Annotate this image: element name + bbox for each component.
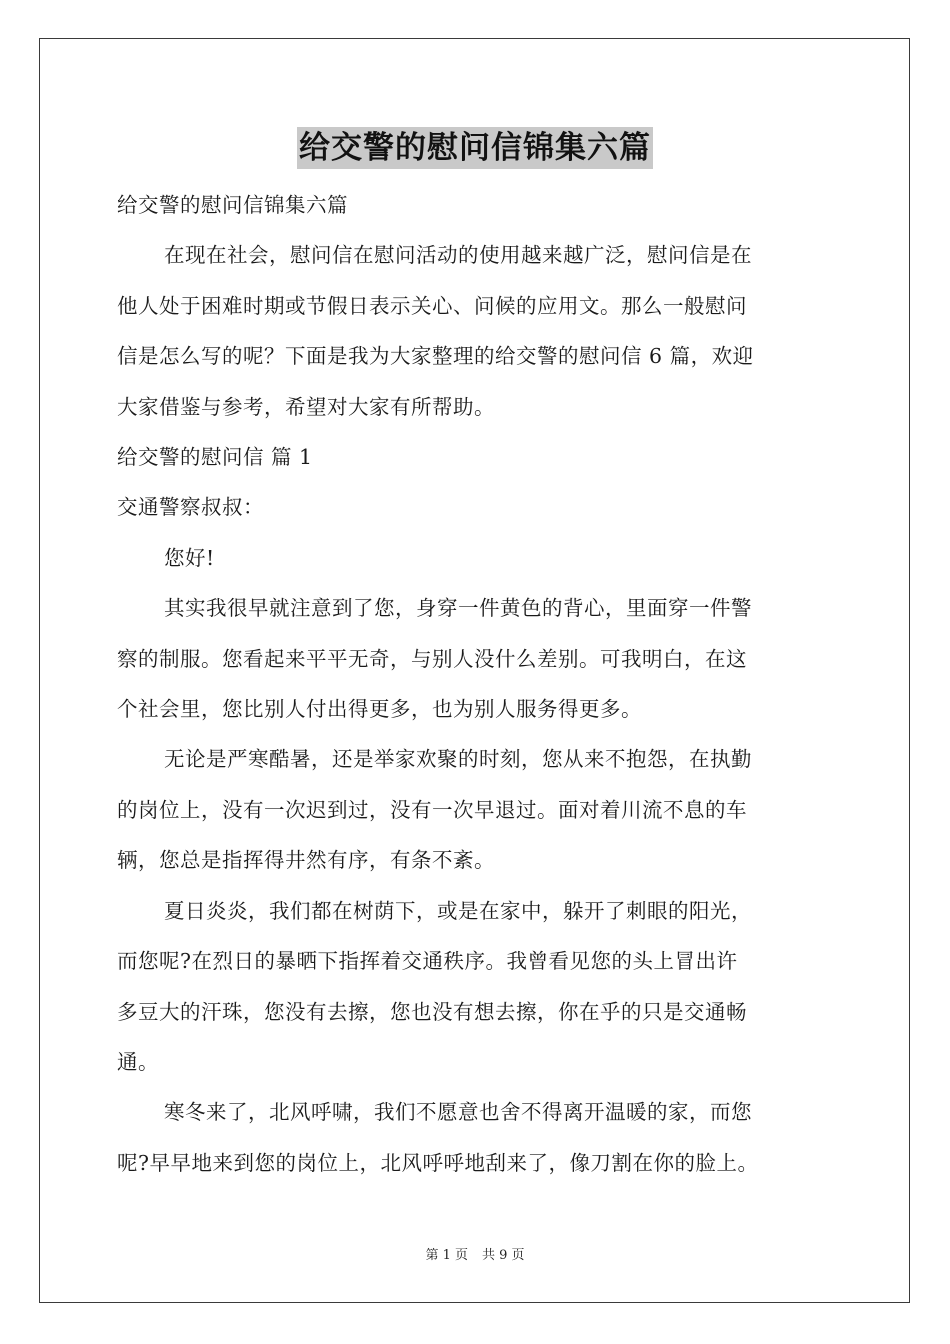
text-line: 给交警的慰问信 篇 1	[117, 445, 313, 470]
text-line: 在现在社会，慰问信在慰问活动的使用越来越广泛，慰问信是在	[164, 243, 752, 268]
page-total: 共 9 页	[482, 1248, 525, 1263]
text-line: 多豆大的汗珠，您没有去擦，您也没有想去擦，你在乎的只是交通畅	[117, 999, 747, 1024]
text-line: 无论是严寒酷暑，还是举家欢聚的时刻，您从来不抱怨，在执勤	[164, 747, 752, 772]
text-line: 而您呢?在烈日的暴晒下指挥着交通秩序。我曾看见您的头上冒出许	[117, 949, 738, 974]
text-line: 寒冬来了，北风呼啸，我们不愿意也舍不得离开温暖的家，而您	[164, 1100, 752, 1125]
text-line: 大家借鉴与参考，希望对大家有所帮助。	[117, 394, 495, 419]
text-line: 个社会里，您比别人付出得更多，也为别人服务得更多。	[117, 697, 642, 722]
text-line: 呢?早早地来到您的岗位上，北风呼呼地刮来了，像刀割在你的脸上。	[117, 1150, 759, 1175]
text-line: 察的制服。您看起来平平无奇，与别人没什么差别。可我明白，在这	[117, 646, 747, 671]
page-footer	[0, 1246, 950, 1266]
text-line: 通。	[117, 1049, 159, 1074]
text-line: 给交警的慰问信锦集六篇	[117, 193, 348, 217]
text-line: 他人处于困难时期或节假日表示关心、问候的应用文。那么一般慰问	[117, 293, 747, 318]
document-title: 给交警的慰问信锦集六篇	[297, 127, 653, 169]
text-line: 信是怎么写的呢？下面是我为大家整理的给交警的慰问信 6 篇，欢迎	[117, 344, 754, 369]
page-number: 第 1 页	[425, 1248, 468, 1263]
document-body	[117, 180, 839, 1188]
text-line: 的岗位上，没有一次迟到过，没有一次早退过。面对着川流不息的车	[117, 797, 747, 822]
text-line: 其实我很早就注意到了您，身穿一件黄色的背心，里面穿一件警	[164, 596, 752, 621]
title-container	[0, 127, 950, 169]
text-line: 您好!	[164, 545, 215, 570]
text-line: 夏日炎炎，我们都在树荫下，或是在家中，躲开了刺眼的阳光，	[164, 898, 752, 923]
text-line: 交通警察叔叔：	[117, 495, 264, 520]
text-line: 辆，您总是指挥得井然有序，有条不紊。	[117, 848, 495, 873]
